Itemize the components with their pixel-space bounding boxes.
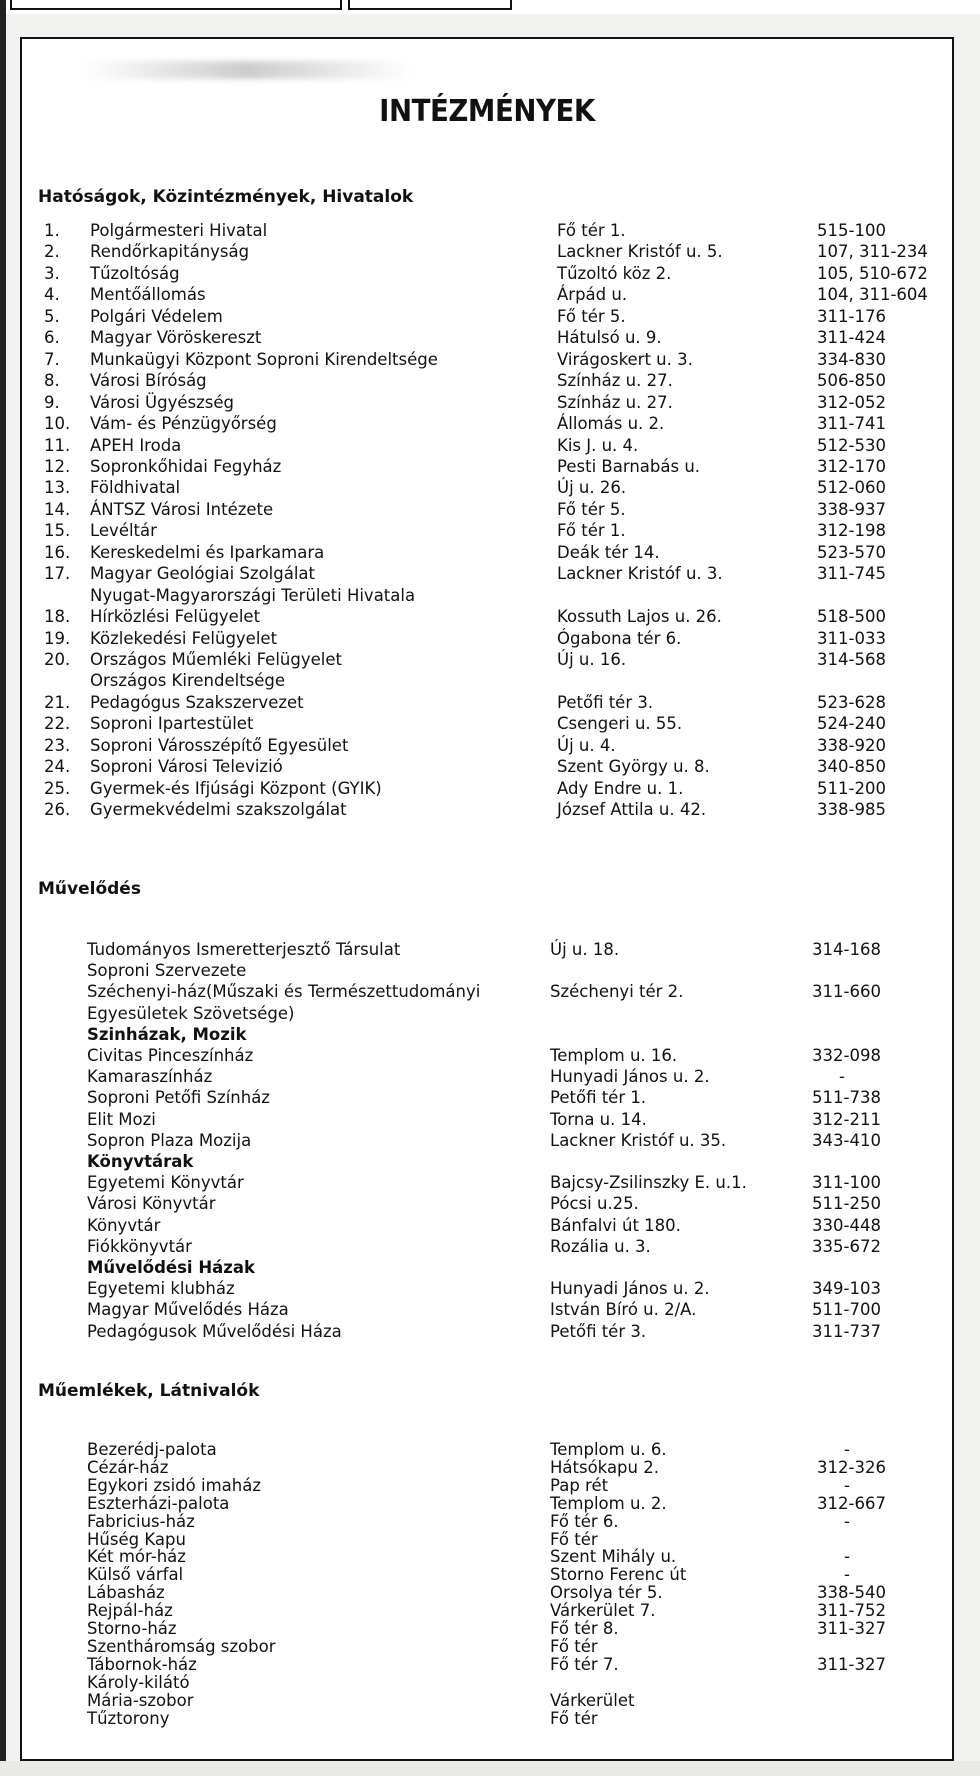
institution-phone: 524-240 [817,714,886,734]
institution-name: APEH Iroda [90,435,182,455]
institution-address: Fő tér 5. [557,306,626,326]
monument-phone: - [844,1565,850,1585]
monument-name: Két mór-ház [87,1547,186,1567]
subsection-heading [22,1257,952,1278]
table-row [22,220,952,241]
institution-phone: 511-738 [812,1088,881,1108]
table-row [22,799,952,820]
institution-phone: 312-052 [817,392,886,412]
institution-name: Egyetemi Könyvtár [87,1173,244,1193]
institution-address: Fő tér 1. [557,221,626,240]
page-title: INTÉZMÉNYEK [379,94,595,129]
institution-address: Petőfi tér 3. [550,1321,647,1341]
row-number: 8. [44,371,60,391]
institution-phone: 338-985 [817,800,886,820]
institutions-page [20,37,954,1761]
institution-address: Ógabona tér 6. [557,628,682,648]
institution-phone: 104, 311-604 [817,285,928,305]
institution-address: István Bíró u. 2/A. [550,1300,697,1320]
table-row [22,585,952,606]
institution-address: Virágoskert u. 3. [557,349,693,369]
table-row [22,1003,952,1024]
table-row [22,392,952,413]
institution-name: Soproni Városszépítő Egyesület [90,735,349,755]
monument-name: Károly-kilátó [87,1672,190,1692]
row-number: 20. [44,650,71,669]
monument-address: Fő tér [550,1708,598,1728]
row-number: 12. [44,456,71,476]
institution-name: Magyar Művelődés Háza [87,1300,289,1320]
row-number: 7. [44,349,60,369]
institution-phone: 335-672 [812,1236,881,1256]
institution-phone: 518-500 [817,607,886,627]
monument-name: Tűztorony [87,1708,170,1728]
institution-address: Széchenyi tér 2. [550,982,684,1002]
institution-name: Magyar Vöröskereszt [90,328,262,348]
institution-name: Egyesületek Szövetsége) [87,1003,295,1023]
section-heading-monuments: Műemlékek, Látnivalók [38,1381,260,1401]
monument-address: Várkerület 7. [550,1601,656,1621]
subsection-title: Szinházak, Mozik [87,1024,247,1044]
monument-name: Fabricius-ház [87,1511,195,1531]
institution-phone: 349-103 [812,1279,881,1299]
institution-phone: - [839,1067,845,1087]
institution-name: Városi Könyvtár [87,1194,216,1214]
institution-address: Ady Endre u. 1. [557,778,684,798]
institution-name: Levéltár [90,521,157,541]
institution-address: Állomás u. 2. [557,414,665,434]
row-number: 14. [44,499,71,519]
institution-phone: 515-100 [817,221,886,240]
table-row [22,349,952,370]
table-row [22,370,952,391]
institution-phone: 312-211 [812,1109,881,1129]
institution-address: Lackner Kristóf u. 3. [557,564,723,584]
institution-phone: 311-424 [817,328,886,348]
institution-phone: 311-033 [817,628,886,648]
row-number: 26. [44,800,71,820]
table-row [22,692,952,713]
institution-address: Új u. 26. [557,478,627,498]
institution-address: Szent György u. 8. [557,757,710,777]
institution-name: Soproni Városi Televizió [90,757,283,777]
table-row [22,1299,952,1320]
row-number: 22. [44,714,71,734]
institution-phone: 332-098 [812,1046,881,1065]
table-row [22,939,952,960]
monument-name: Szentháromság szobor [87,1636,276,1656]
institution-address: Fő tér 1. [557,521,626,541]
table-row [22,713,952,734]
institution-name: Városi Ügyészség [90,392,235,412]
row-number: 24. [44,757,71,777]
institution-address: József Attila u. 42. [557,800,707,820]
institution-phone: 107, 311-234 [817,242,928,262]
subsection-title: Művelődési Házak [87,1258,255,1277]
institution-phone: 511-250 [812,1194,881,1214]
subsection-heading [22,1151,952,1172]
institution-phone: 523-628 [817,692,886,712]
institution-address: Templom u. 16. [550,1046,678,1065]
table-row [22,520,952,541]
table-row [22,606,952,627]
institution-name: Földhivatal [90,478,181,498]
institution-address: Új u. 18. [550,940,620,959]
row-number: 1. [44,221,60,240]
monument-name: Lábasház [87,1583,165,1603]
table-row [22,981,952,1002]
table-row [22,778,952,799]
row-number: 23. [44,735,71,755]
institution-phone: 311-176 [817,306,886,326]
table-row [22,1109,952,1130]
institution-name: Széchenyi-ház(Műszaki és Természettudományi [87,982,481,1002]
institution-name: Kamaraszínház [87,1067,213,1087]
monument-address: Szent Mihály u. [550,1547,677,1567]
institution-name: Civitas Pinceszínház [87,1046,254,1065]
monument-name: Külső várfal [87,1565,184,1585]
institution-address: Fő tér 5. [557,499,626,519]
monument-address: Fő tér 6. [550,1511,619,1531]
institution-name: Pedagógus Szakszervezet [90,692,304,712]
institution-name: Egyetemi klubház [87,1279,235,1299]
institution-phone: 334-830 [817,349,886,369]
institution-name: Soproni Petőfi Színház [87,1088,270,1108]
institution-address: Kis J. u. 4. [557,435,639,455]
monument-phone: 311-327 [817,1619,886,1638]
institution-address: Tűzoltó köz 2. [557,263,672,283]
institution-address: Új u. 4. [557,735,616,755]
institution-phone: 105, 510-672 [817,263,928,283]
institution-name: Soproni Szervezete [87,961,247,981]
institution-address: Lackner Kristóf u. 35. [550,1130,727,1150]
row-number: 21. [44,692,71,712]
row-number: 4. [44,285,60,305]
institution-phone: 314-168 [812,940,881,959]
table-row [22,1066,952,1087]
institution-name: Vám- és Pénzügyőrség [90,414,277,434]
table-row [22,563,952,584]
institution-phone: 512-530 [817,435,886,455]
monument-address: Orsolya tér 5. [550,1583,663,1603]
monument-address: Pap rét [550,1475,609,1495]
table-row [22,1321,952,1342]
institution-name: Kereskedelmi és Iparkamara [90,542,325,562]
institution-address: Hunyadi János u. 2. [550,1279,710,1299]
institution-phone: 314-568 [817,650,886,669]
monument-phone: 311-327 [817,1654,886,1674]
institution-name: Pedagógusok Művelődési Háza [87,1321,342,1341]
institution-name: Gyermek-és Ifjúsági Központ (GYIK) [90,778,382,798]
table-row [22,1045,952,1066]
institution-name: Magyar Geológiai Szolgálat [90,564,315,584]
table-row [22,1172,952,1193]
monument-address: Fő tér [550,1529,598,1549]
row-number: 19. [44,628,71,648]
row-number: 2. [44,242,60,262]
table-row [22,499,952,520]
institution-address: Hunyadi János u. 2. [550,1067,710,1087]
row-number: 5. [44,306,60,326]
monument-address: Fő tér 7. [550,1654,619,1674]
institution-name: Közlekedési Felügyelet [90,628,278,648]
institution-phone: 523-570 [817,542,886,562]
table-row [22,735,952,756]
monument-address: Hátsókapu 2. [550,1457,659,1477]
monument-name: Storno-ház [87,1619,177,1638]
monument-phone: 312-326 [817,1457,886,1477]
scan-bottom-margin [0,1761,980,1776]
previous-page-box-fragment-right [348,0,512,10]
institution-phone: 312-170 [817,456,886,476]
monument-phone: - [844,1440,850,1459]
table-row [22,1236,952,1257]
institution-address: Csengeri u. 55. [557,714,683,734]
institution-name: Városi Bíróság [90,371,207,391]
monument-name: Egykori zsidó imaház [87,1475,261,1495]
institution-name: Gyermekvédelmi szakszolgálat [90,800,347,820]
monument-name: Rejpál-ház [87,1601,173,1621]
row-number: 10. [44,414,71,434]
table-row [22,542,952,563]
table-row [22,413,952,434]
table-row [22,670,952,691]
monument-name: Hűség Kapu [87,1529,186,1549]
institution-name: Polgármesteri Hivatal [90,221,268,240]
table-row [22,628,952,649]
institution-phone: 338-920 [817,735,886,755]
monument-name: Cézár-ház [87,1457,169,1477]
institution-phone: 311-100 [812,1173,881,1193]
institution-address: Petőfi tér 3. [557,692,654,712]
institution-name: Munkaügyi Központ Soproni Kirendeltsége [90,349,438,369]
row-number: 17. [44,564,71,584]
section-heading-authorities: Hatóságok, Közintézmények, Hivatalok [38,187,414,207]
previous-page-box-fragment [10,0,342,10]
monument-address: Storno Ferenc út [550,1565,687,1585]
monument-name: Mária-szobor [87,1690,194,1710]
institution-address: Színház u. 27. [557,371,673,391]
table-row [22,1130,952,1151]
institution-name: Könyvtár [87,1215,161,1235]
table-row [22,456,952,477]
row-number: 6. [44,328,60,348]
table-row [22,241,952,262]
institution-phone: 511-700 [812,1300,881,1320]
institution-phone: 311-741 [817,414,886,434]
table-row [22,306,952,327]
institution-name: Tudományos Ismeretterjesztő Társulat [87,940,401,959]
row-number: 25. [44,778,71,798]
institution-address: Bánfalvi út 180. [550,1215,681,1235]
institution-name: Országos Műemléki Felügyelet [90,650,342,669]
institution-phone: 311-737 [812,1321,881,1341]
section-heading-culture: Művelődés [38,879,141,899]
table-row [22,263,952,284]
monument-address: Templom u. 6. [550,1440,667,1459]
monument-phone: 312-667 [817,1493,886,1513]
institution-name: Elit Mozi [87,1109,156,1129]
institution-address: Árpád u. [557,285,628,305]
institution-phone: 311-660 [812,982,881,1002]
table-row [22,327,952,348]
table-row [22,284,952,305]
institution-name: Soproni Ipartestület [90,714,254,734]
subsection-heading [22,1024,952,1045]
subsection-title: Könyvtárak [87,1152,194,1171]
institution-phone: 338-937 [817,499,886,519]
institution-name: Nyugat-Magyarországi Területi Hivatala [90,585,416,605]
institution-name: Polgári Védelem [90,306,223,326]
monument-phone: 338-540 [817,1583,886,1603]
institution-address: Hátulsó u. 9. [557,328,662,348]
institution-phone: 512-060 [817,478,886,498]
row-number: 15. [44,521,71,541]
row-number: 13. [44,478,71,498]
table-row [22,649,952,670]
institution-phone: 506-850 [817,371,886,391]
table-row [22,1193,952,1214]
institution-name: ÁNTSZ Városi Intézete [90,499,274,519]
monument-phone: - [844,1511,850,1531]
row-number: 16. [44,542,71,562]
institution-phone: 311-745 [817,564,886,584]
table-row [22,960,952,981]
monument-phone: 311-752 [817,1601,886,1621]
institution-name: Mentőállomás [90,285,206,305]
institution-address: Rozália u. 3. [550,1236,651,1256]
scan-smudge [82,61,412,79]
institution-name: Fiókkönyvtár [87,1236,192,1256]
institution-name: Hírközlési Felügyelet [90,607,261,627]
institution-address: Torna u. 14. [550,1109,647,1129]
table-row [22,1708,952,1729]
scan-left-edge [0,0,6,1776]
table-row [22,756,952,777]
monument-address: Várkerület [550,1690,635,1710]
institution-phone: 312-198 [817,521,886,541]
institution-address: Lackner Kristóf u. 5. [557,242,723,262]
institution-address: Deák tér 14. [557,542,660,562]
institution-name: Sopron Plaza Mozija [87,1130,252,1150]
table-row [22,1278,952,1299]
institution-phone: 330-448 [812,1215,881,1235]
row-number: 18. [44,607,71,627]
table-row [22,477,952,498]
institution-address: Kossuth Lajos u. 26. [557,607,722,627]
institution-address: Bajcsy-Zsilinszky E. u.1. [550,1173,747,1193]
row-number: 9. [44,392,60,412]
monument-name: Eszterházi-palota [87,1493,230,1513]
table-row [22,1215,952,1236]
institution-phone: 340-850 [817,757,886,777]
institution-name: Rendőrkapitányság [90,242,250,262]
monument-phone: - [844,1475,850,1495]
monument-address: Fő tér 8. [550,1619,619,1638]
monument-phone: - [844,1547,850,1567]
row-number: 3. [44,263,60,283]
row-number: 11. [44,435,71,455]
institution-address: Petőfi tér 1. [550,1088,647,1108]
institution-name: Tűzoltóság [90,263,180,283]
institution-phone: 343-410 [812,1130,881,1150]
table-row [22,435,952,456]
table-row [22,1087,952,1108]
monument-address: Templom u. 2. [550,1493,667,1513]
institution-address: Új u. 16. [557,650,627,669]
institution-name: Sopronkőhidai Fegyház [90,456,282,476]
institution-name: Országos Kirendeltsége [90,671,286,691]
institution-address: Színház u. 27. [557,392,673,412]
monument-name: Tábornok-ház [87,1654,197,1674]
monument-address: Fő tér [550,1636,598,1656]
institution-phone: 511-200 [817,778,886,798]
monument-name: Bezerédj-palota [87,1440,217,1459]
institution-address: Pócsi u.25. [550,1194,639,1214]
institution-address: Pesti Barnabás u. [557,456,701,476]
